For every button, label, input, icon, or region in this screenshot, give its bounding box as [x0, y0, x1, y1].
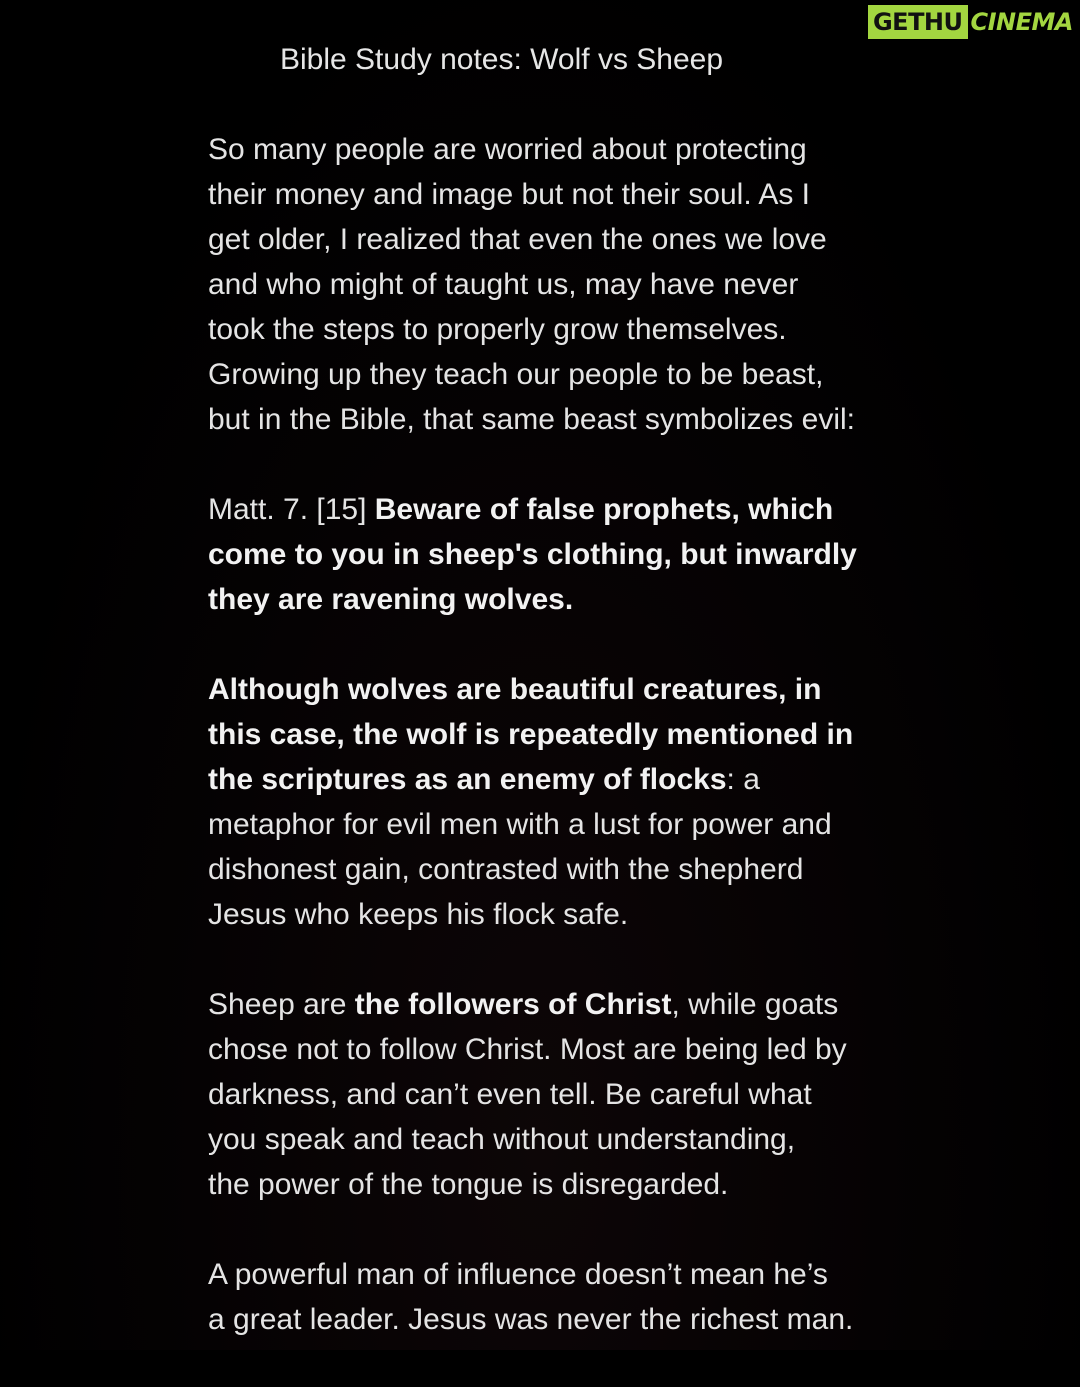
text-line: Jesus who keeps his flock safe.: [208, 898, 629, 931]
text-line: but in the Bible, that same beast symbolizes evil:: [208, 403, 855, 436]
text-line: So many people are worried about protecting: [208, 133, 807, 166]
text-line: metaphor for evil men with a lust for power and: [208, 808, 832, 841]
scripture-quote: Beware of false prophets, which: [374, 493, 834, 526]
paragraph-sheep: [208, 982, 908, 1207]
bold-text: the scriptures as an enemy of flocks: [208, 763, 727, 796]
text-line: [208, 487, 908, 532]
bold-text-line: Although wolves are beautiful creatures, in: [208, 673, 822, 706]
text-line: the power of the tongue is disregarded.: [208, 1168, 729, 1201]
plain-text: , while goats: [671, 988, 839, 1021]
paragraph-intro: [208, 127, 908, 442]
text-line: Growing up they teach our people to be beast,: [208, 358, 824, 391]
note-title: Bible Study notes: Wolf vs Sheep: [280, 43, 724, 76]
text-line: [208, 757, 908, 802]
plain-text: : a: [726, 763, 760, 796]
paragraph-wolves: [208, 667, 908, 937]
plain-text: Sheep are: [208, 988, 355, 1021]
bold-text: the followers of Christ: [354, 988, 672, 1021]
text-line: darkness, and can’t even tell. Be careful what: [208, 1078, 812, 1111]
note-body: [208, 127, 908, 1387]
scripture-quote: they are ravening wolves.: [208, 583, 574, 616]
scripture-reference: Matt. 7. [15]: [208, 493, 375, 526]
paragraph-leader: [208, 1252, 908, 1342]
watermark-logo: [868, 6, 1076, 38]
text-line: get older, I realized that even the ones we love: [208, 223, 827, 256]
bold-text-line: this case, the wolf is repeatedly mentioned in: [208, 718, 854, 751]
paragraph-scripture: [208, 487, 908, 622]
watermark-part-2: CINEMA: [970, 8, 1073, 36]
text-line: a great leader. Jesus was never the richest man.: [208, 1303, 854, 1336]
text-line: dishonest gain, contrasted with the shepherd: [208, 853, 804, 886]
text-line: their money and image but not their soul. As I: [208, 178, 811, 211]
text-line: you speak and teach without understanding,: [208, 1123, 796, 1156]
watermark-part-1: GETHU: [868, 5, 968, 39]
text-line: chose not to follow Christ. Most are being led by: [208, 1033, 847, 1066]
text-line: [208, 982, 908, 1027]
text-line: took the steps to properly grow themselves.: [208, 313, 787, 346]
text-line: A powerful man of influence doesn’t mean he’s: [208, 1258, 828, 1291]
scripture-quote: come to you in sheep's clothing, but inwardly: [208, 538, 857, 571]
text-line: and who might of taught us, may have never: [208, 268, 799, 301]
